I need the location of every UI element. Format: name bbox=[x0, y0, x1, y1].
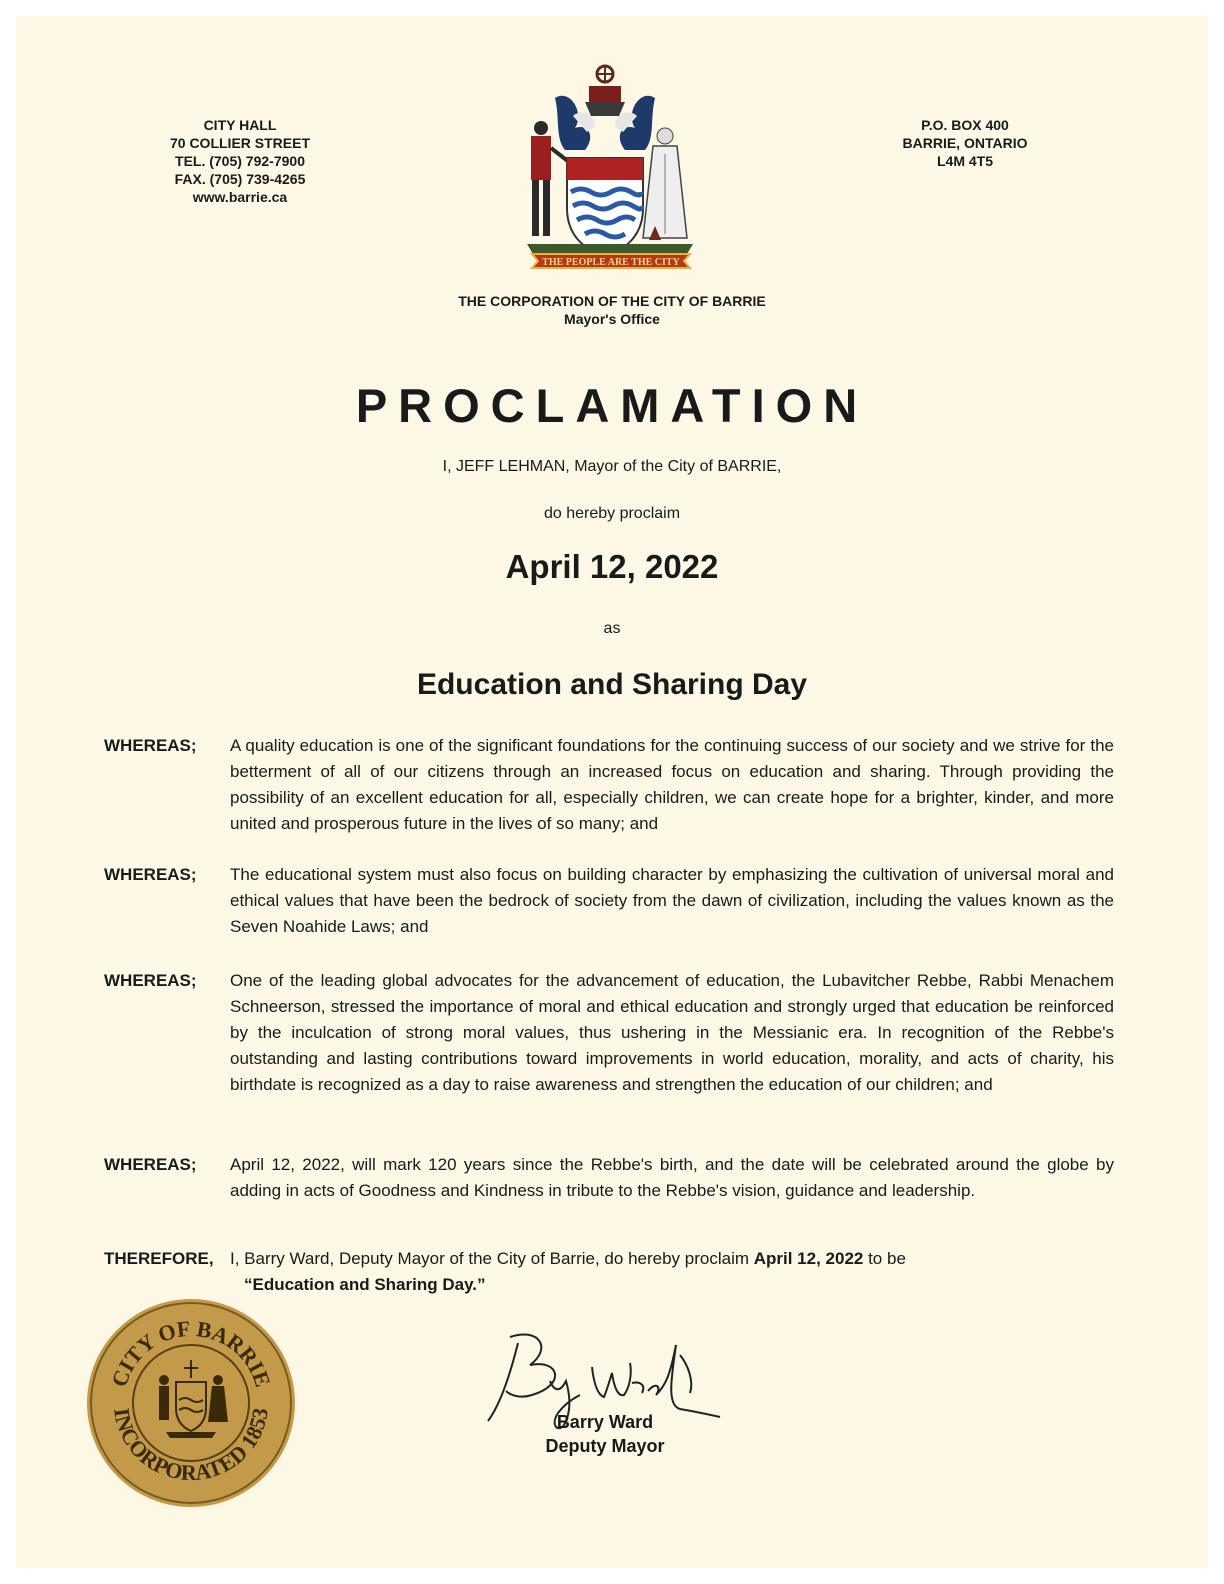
motto-text: THE PEOPLE ARE THE CITY bbox=[542, 257, 680, 268]
clause-text: A quality education is one of the significant foundations for the continuing success of our society and we strive for the betterment of all of our citizens through an increased focus on education and sharing. Through providing the possibility of an excellent education for all, especially children, we can create hope for a brighter, kinder, and more united and prosperous future in the lives of so many; and bbox=[230, 736, 1114, 833]
postal-code-line: L4M 4T5 bbox=[936, 153, 993, 169]
phone-line: TEL. (705) 792-7900 bbox=[175, 153, 305, 169]
clause-text: The educational system must also focus on building character by emphasizing the cultivation of universal moral and ethical values that have been the bedrock of society from the dawn of civilization, including the values known as the Seven Noahide Laws; and bbox=[230, 865, 1114, 936]
mayor-intro: I, JEFF LEHMAN, Mayor of the City of BARRIE, bbox=[442, 458, 782, 475]
as-text: as bbox=[603, 620, 621, 637]
clause-text: April 12, 2022, will mark 120 years since the Rebbe's birth, and the date will be celebrated around the globe by adding in acts of Goodness and Kindness in tribute to the Rebbe's vision, guidance and leadership. bbox=[230, 1155, 1114, 1200]
website-line: www.barrie.ca bbox=[192, 189, 288, 205]
proclaim-text: do hereby proclaim bbox=[543, 505, 681, 522]
whereas-clause bbox=[104, 1152, 1114, 1204]
fax-line: FAX. (705) 739-4265 bbox=[174, 171, 306, 187]
address-line: CITY HALL bbox=[203, 117, 277, 133]
signatory-title: Deputy Mayor bbox=[545, 1436, 665, 1456]
corporation-heading bbox=[380, 292, 844, 328]
motto-scroll bbox=[530, 250, 692, 272]
city-hall-address bbox=[150, 116, 330, 206]
city-seal-icon bbox=[84, 1296, 298, 1510]
whereas-clause bbox=[104, 733, 1114, 837]
po-box-address bbox=[880, 116, 1050, 170]
corporation-name: THE CORPORATION OF THE CITY OF BARRIE bbox=[458, 293, 766, 309]
office-name: Mayor's Office bbox=[564, 311, 660, 327]
clause-label: WHEREAS; bbox=[104, 971, 197, 990]
address-line: BARRIE, ONTARIO bbox=[902, 135, 1028, 151]
address-line: P.O. BOX 400 bbox=[921, 117, 1009, 133]
proclamation-date: April 12, 2022 bbox=[505, 548, 719, 585]
clause-label: THEREFORE, bbox=[104, 1249, 214, 1268]
whereas-clause bbox=[104, 968, 1114, 1098]
therefore-clause bbox=[104, 1246, 1114, 1298]
signatory-name: Barry Ward bbox=[556, 1412, 654, 1432]
coat-of-arms-icon bbox=[515, 58, 705, 276]
clause-label: WHEREAS; bbox=[104, 865, 197, 884]
clause-text: One of the leading global advocates for the advancement of education, the Lubavitcher Rebbe, Rabbi Menachem Schneerson, stressed the importance of moral and ethical education and strongly urged that education be reinforced by the inculcation of strong moral values, thus ushering in the Messianic era. In recognition of the Rebbe's outstanding and lasting contributions toward improvements in world education, morality, and acts of charity, his birthdate is recognized as a day to raise awareness and strengthen the education of our children; and bbox=[230, 971, 1114, 1094]
seal-top-text: CITY OF BARRIE bbox=[106, 1315, 276, 1390]
whereas-clause bbox=[104, 862, 1114, 940]
address-line: 70 COLLIER STREET bbox=[169, 135, 311, 151]
seal-bottom-text: INCORPORATED 1853 bbox=[109, 1406, 273, 1486]
page-title: PROCLAMATION bbox=[355, 379, 869, 432]
day-name-heading: Education and Sharing Day bbox=[416, 668, 808, 701]
therefore-day-name: “Education and Sharing Day.” bbox=[244, 1275, 486, 1294]
therefore-text: to be bbox=[863, 1249, 906, 1268]
clause-label: WHEREAS; bbox=[104, 736, 197, 755]
clause-label: WHEREAS; bbox=[104, 1155, 197, 1174]
clause-text bbox=[230, 1246, 1114, 1298]
therefore-date: April 12, 2022 bbox=[753, 1249, 864, 1268]
signatory-block bbox=[490, 1410, 720, 1458]
therefore-text: I, Barry Ward, Deputy Mayor of the City of Barrie, do hereby proclaim bbox=[230, 1249, 754, 1268]
